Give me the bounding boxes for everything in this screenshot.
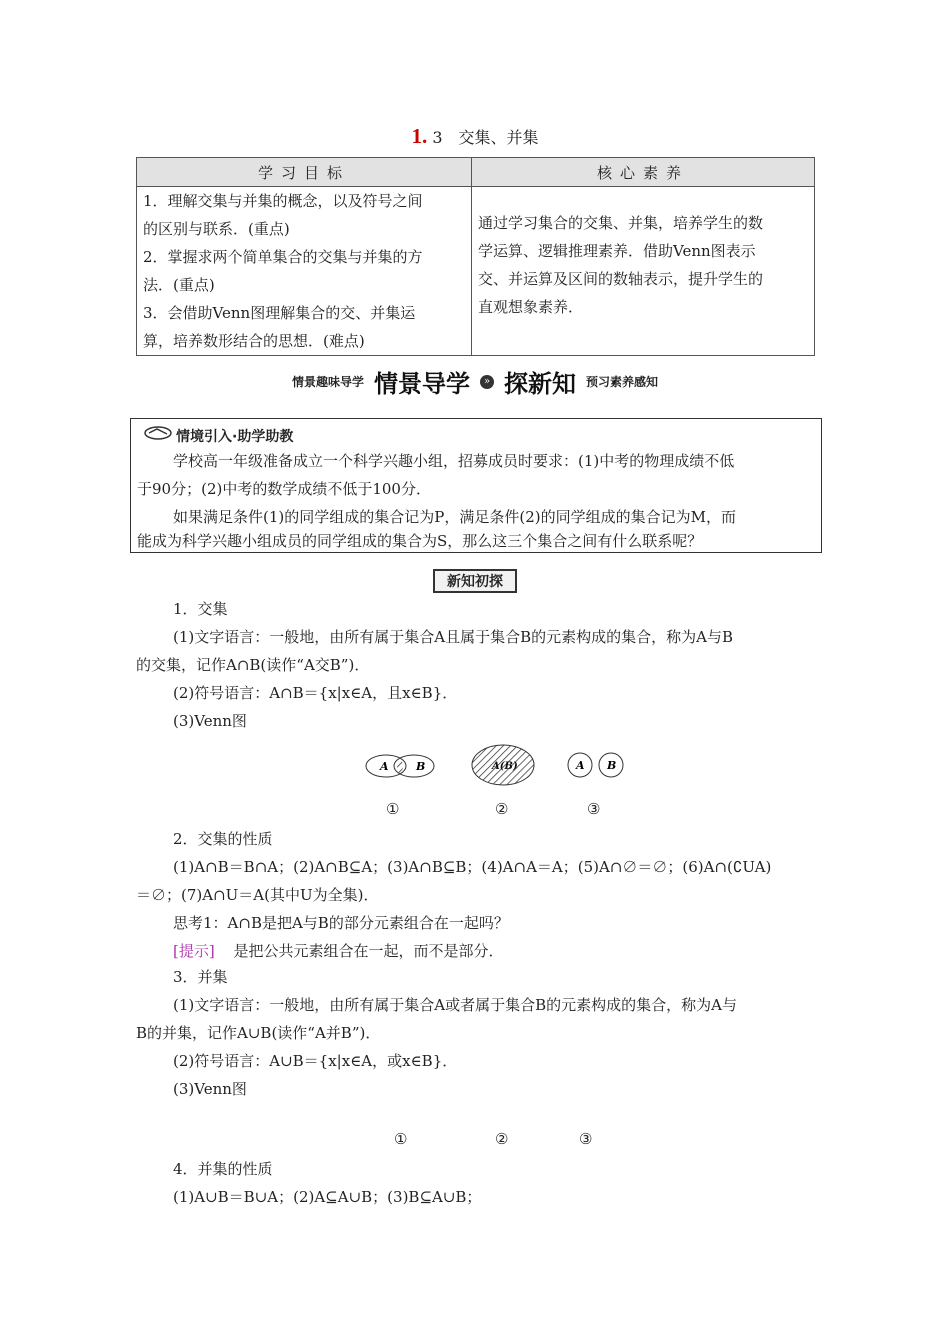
section-number: 1. — [411, 124, 428, 148]
intersection-symbol: (2)符号语言：A∩B＝{x|x∈A，且x∈B}． — [173, 684, 458, 702]
heading-intersection: 1．交集 — [173, 600, 228, 618]
venn-label-a: A — [576, 759, 585, 772]
intro-heading: 情境引入·助学助教 — [176, 429, 294, 445]
objective-line: 算，培养数形结合的思想．(难点) — [143, 332, 365, 350]
venn-2 — [472, 745, 534, 785]
intersection-properties-1: (1)A∩B＝B∩A；(2)A∩B⊆A；(3)A∩B⊆B；(4)A∩A＝A；(5)A∩∅＝∅；(6)A∩(∁UA) — [173, 858, 772, 876]
literacy-line: 交、并运算及区间的数轴表示，提升学生的 — [478, 270, 764, 288]
heading-intersection-properties: 2．交集的性质 — [173, 830, 273, 848]
banner-left: 情景趣味导学 — [291, 375, 364, 389]
union-text-2: B的并集，记作A∪B(读作“A并B”)． — [136, 1024, 381, 1042]
union-venn-index-3: ③ — [579, 1130, 593, 1148]
table-head-right: 核心素养 — [472, 158, 815, 187]
venn-index-3: ③ — [587, 800, 601, 818]
intro-para-2b: 能成为科学兴趣小组成员的同学组成的集合为S，那么这三个集合之间有什么联系呢？ — [137, 532, 703, 550]
venn-diagrams-intersection — [358, 742, 638, 792]
objective-line: 1．理解交集与并集的概念，以及符号之间 — [143, 192, 423, 210]
venn-3 — [568, 753, 623, 777]
union-text-1: (1)文字语言：一般地，由所有属于集合A或者属于集合B的元素构成的集合，称为A与 — [173, 996, 737, 1014]
objectives-table — [136, 157, 815, 356]
intro-para-1b: 于90分；(2)中考的数学成绩不低于100分． — [137, 480, 431, 498]
intro-para-2a: 如果满足条件(1)的同学组成的集合记为P，满足条件(2)的同学组成的集合记为M，而 — [173, 508, 736, 526]
venn-label-a: A — [380, 760, 389, 773]
section-banner — [0, 364, 950, 399]
section-title-text: 3 交集、并集 — [432, 128, 539, 147]
hint-row — [173, 940, 504, 961]
intersection-venn-label: (3)Venn图 — [173, 712, 247, 730]
handshake-icon — [143, 425, 173, 441]
union-venn-index-2: ② — [495, 1130, 509, 1148]
objectives-cell — [137, 187, 472, 356]
literacy-cell — [472, 187, 815, 356]
venn-label-b: B — [607, 759, 617, 772]
heading-union: 3．并集 — [173, 968, 228, 986]
hint-label: [提示] — [173, 942, 215, 960]
venn-label-ab: A(B) — [492, 761, 518, 772]
new-knowledge-label: 新知初探 — [433, 569, 517, 593]
banner-main-1: 情景导学 — [374, 370, 470, 398]
venn-index-1: ① — [386, 800, 400, 818]
new-knowledge-tag — [0, 569, 950, 593]
table-head-left: 学习目标 — [137, 158, 472, 187]
banner-right: 预习素养感知 — [586, 375, 659, 389]
intro-box — [130, 418, 822, 553]
intersection-text-1: (1)文字语言：一般地，由所有属于集合A且属于集合B的元素构成的集合，称为A与B — [173, 628, 733, 646]
union-symbol: (2)符号语言：A∪B＝{x|x∈A，或x∈B}． — [173, 1052, 458, 1070]
literacy-line: 通过学习集合的交集、并集，培养学生的数 — [478, 214, 764, 232]
objective-line: 2．掌握求两个简单集合的交集与并集的方 — [143, 248, 423, 266]
objective-line: 的区别与联系．(重点) — [143, 220, 290, 238]
venn-1 — [366, 755, 434, 777]
union-venn-label: (3)Venn图 — [173, 1080, 247, 1098]
venn-label-b: B — [416, 760, 426, 773]
venn-index-2: ② — [495, 800, 509, 818]
intersection-properties-2: ＝∅；(7)A∩U＝A(其中U为全集)． — [136, 886, 379, 904]
intro-para-1a: 学校高一年级准备成立一个科学兴趣小组，招募成员时要求：(1)中考的物理成绩不低 — [173, 452, 735, 470]
intersection-text-2: 的交集，记作A∩B(读作“A交B”)． — [136, 656, 370, 674]
section-title — [0, 124, 950, 149]
objective-line: 法．(重点) — [143, 276, 215, 294]
banner-arrow-icon: » — [480, 375, 494, 389]
union-properties: (1)A∪B＝B∪A；(2)A⊆A∪B；(3)B⊆A∪B； — [173, 1188, 482, 1206]
objective-line: 3．会借助Venn图理解集合的交、并集运 — [143, 304, 416, 322]
heading-union-properties: 4．并集的性质 — [173, 1160, 273, 1178]
literacy-line: 学运算、逻辑推理素养．借助Venn图表示 — [478, 242, 756, 260]
think-question: 思考1：A∩B是把A与B的部分元素组合在一起吗？ — [173, 914, 509, 932]
banner-main-2: 探新知 — [504, 370, 576, 398]
hint-text: 是把公共元素组合在一起，而不是部分． — [233, 942, 504, 960]
literacy-line: 直观想象素养． — [478, 298, 584, 316]
union-venn-index-1: ① — [394, 1130, 408, 1148]
